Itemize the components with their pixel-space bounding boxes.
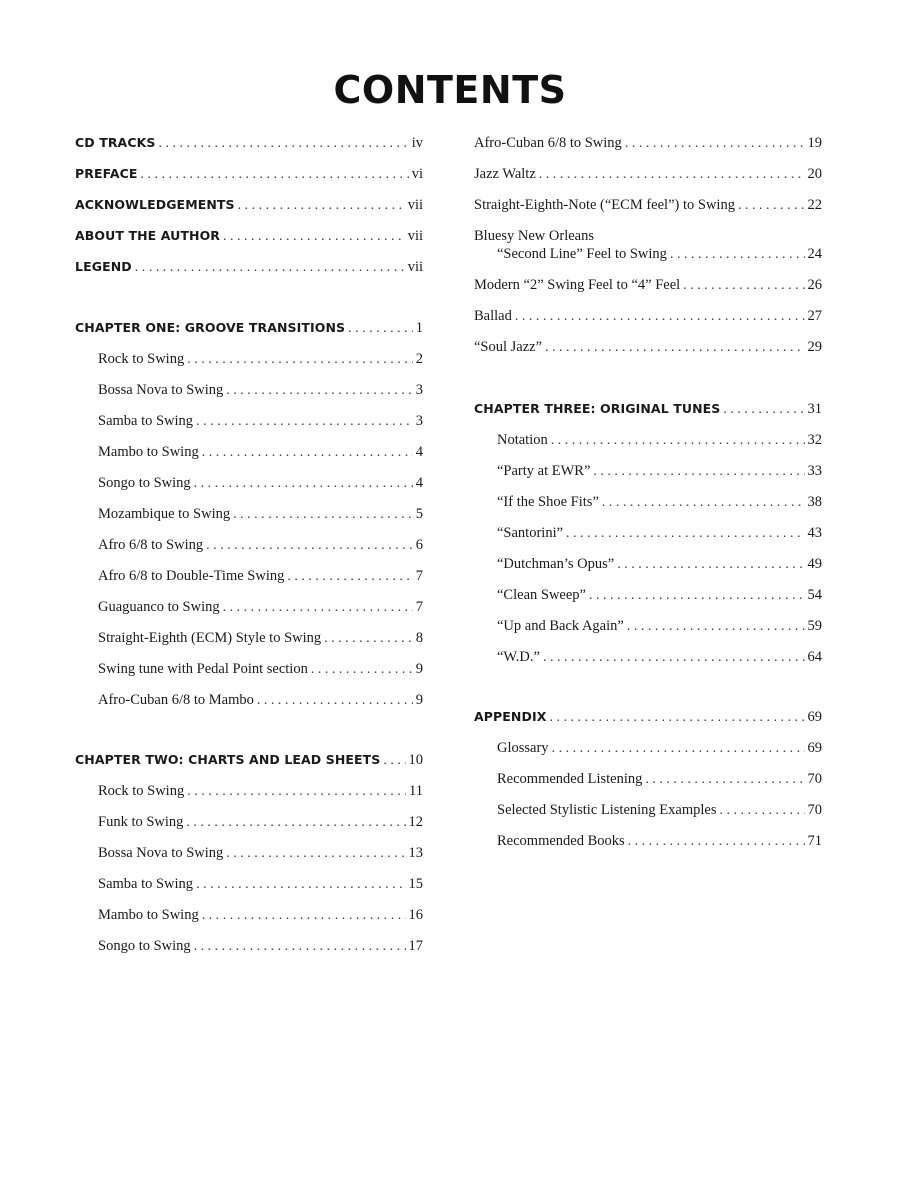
dot-leader [719,803,804,819]
toc-entry-page: 12 [408,814,423,830]
toc-entry-label: “W.D.” [497,649,540,665]
toc-entry-page: 13 [408,845,423,861]
toc-entry[interactable] [474,166,822,188]
dot-leader [287,569,412,585]
toc-entry[interactable] [474,432,822,454]
toc-entry[interactable] [75,938,423,960]
toc-entry-page: 9 [415,661,423,677]
toc-entry-label: Afro 6/8 to Swing [98,537,204,553]
toc-entry-page: 20 [807,166,822,182]
dot-leader [226,383,412,399]
dot-leader [617,557,804,573]
toc-entry-label: Straight-Eighth (ECM) Style to Swing [98,630,322,646]
toc-entry-label: Afro-Cuban 6/8 to Swing [474,135,622,151]
toc-entry[interactable] [474,308,822,330]
dot-leader [589,588,805,604]
toc-entry-page: 31 [807,401,822,417]
toc-entry-label: Mambo to Swing [98,907,199,923]
toc-chapter-two[interactable] [75,752,423,774]
toc-entry-label: LEGEND [75,259,132,274]
toc-entry-label: Guaguanco to Swing [98,599,220,615]
toc-entry[interactable] [75,783,423,805]
toc-entry[interactable] [474,587,822,609]
toc-entry[interactable] [75,537,423,559]
toc-entry[interactable] [75,845,423,867]
dot-leader [383,753,405,769]
dot-leader [194,476,413,492]
toc-entry-label: CHAPTER THREE: ORIGINAL TUNES [474,401,721,416]
dot-leader [627,619,805,635]
toc-entry-preface[interactable] [75,166,423,188]
toc-entry[interactable] [75,413,423,435]
dot-leader [551,433,805,449]
dot-leader [202,445,413,461]
toc-entry[interactable] [75,351,423,373]
toc-entry-cd-tracks[interactable] [75,135,423,157]
toc-entry-label: PREFACE [75,166,138,181]
toc-entry[interactable] [474,802,822,824]
toc-entry[interactable] [75,907,423,929]
dot-leader [625,136,805,152]
toc-entry-page: 17 [408,938,423,954]
dot-leader [196,877,405,893]
toc-entry-page: 22 [807,197,822,213]
toc-entry[interactable] [474,649,822,671]
dot-leader [515,309,805,325]
dot-leader [645,772,804,788]
toc-entry-label: Songo to Swing [98,475,191,491]
toc-entry-page: 49 [807,556,822,572]
dot-leader [186,815,405,831]
toc-entry-label: “Dutchman’s Opus” [497,556,615,572]
toc-entry-label: ABOUT THE AUTHOR [75,228,221,243]
dot-leader [549,710,804,726]
toc-entry[interactable] [75,630,423,652]
toc-entry-label: Modern “2” Swing Feel to “4” Feel [474,277,681,293]
toc-entry-label: Swing tune with Pedal Point section [98,661,308,677]
toc-entry[interactable] [474,463,822,485]
toc-entry-page: 54 [807,587,822,603]
toc-entry-label: Recommended Listening [497,771,643,787]
dot-leader [223,600,413,616]
dot-leader [135,260,405,276]
toc-entry-page: vii [407,228,423,244]
toc-entry-page: 3 [415,413,423,429]
toc-entry[interactable] [474,525,822,547]
toc-entry[interactable] [474,618,822,640]
toc-entry-page: 59 [807,618,822,634]
dot-leader [311,662,413,678]
toc-entry-label: Ballad [474,308,512,324]
toc-entry-page: 64 [807,649,822,665]
toc-entry-page: 5 [415,506,423,522]
toc-entry-label: Mambo to Swing [98,444,199,460]
toc-entry-label: “Santorini” [497,525,564,541]
toc-entry-page: 7 [415,599,423,615]
toc-entry[interactable] [474,556,822,578]
toc-entry-label: Bossa Nova to Swing [98,382,224,398]
toc-entry-page: 24 [807,246,822,262]
toc-entry-about-author[interactable] [75,228,423,250]
toc-entry[interactable] [75,382,423,404]
toc-entry-acknowledgements[interactable] [75,197,423,219]
toc-entry-label: Notation [497,432,548,448]
toc-entry-label: Samba to Swing [98,876,194,892]
toc-entry-page: 1 [415,320,423,336]
toc-entry[interactable] [474,246,822,268]
toc-entry-label: Afro-Cuban 6/8 to Mambo [98,692,254,708]
toc-entry-label: Recommended Books [497,833,625,849]
toc-entry-page: 71 [807,833,822,849]
toc-entry[interactable] [474,339,822,361]
page-title: CONTENTS [333,68,567,112]
toc-entry-label: Funk to Swing [98,814,184,830]
toc-entry-page: 38 [807,494,822,510]
toc-entry-label: “Soul Jazz” [474,339,543,355]
toc-chapter-three[interactable] [474,401,822,423]
toc-entry-label: Jazz Waltz [474,166,536,182]
toc-entry-label: Selected Stylistic Listening Examples [497,802,717,818]
toc-entry-page: iv [411,135,423,151]
toc-entry-page: 3 [415,382,423,398]
toc-entry-page: 4 [415,475,423,491]
dot-leader [141,167,409,183]
dot-leader [723,402,804,418]
toc-entry-page: 29 [807,339,822,355]
toc-entry-label: Glossary [497,740,549,756]
dot-leader [194,939,406,955]
toc-entry-label: “Party at EWR” [497,463,591,479]
toc-entry-label-line1: Bluesy New Orleans [474,228,595,244]
toc-entry-label-line2: “Second Line” Feel to Swing [497,246,667,262]
toc-entry[interactable] [75,568,423,590]
toc-entry[interactable] [474,833,822,855]
toc-entry-page: 19 [807,135,822,151]
dot-leader [187,784,406,800]
toc-entry-page: 8 [415,630,423,646]
toc-chapter-one[interactable] [75,320,423,342]
toc-entry[interactable] [474,771,822,793]
dot-leader [206,538,413,554]
toc-entry-label: “Up and Back Again” [497,618,624,634]
toc-entry[interactable] [75,814,423,836]
dot-leader [233,507,413,523]
toc-entry[interactable] [75,475,423,497]
toc-entry[interactable] [75,692,423,714]
dot-leader [628,834,805,850]
dot-leader [159,136,409,152]
dot-leader [683,278,804,294]
toc-entry[interactable] [474,494,822,516]
dot-leader [566,526,804,542]
dot-leader [545,340,804,356]
toc-entry-page: 4 [415,444,423,460]
toc-entry[interactable] [75,444,423,466]
dot-leader [593,464,804,480]
dot-leader [226,846,405,862]
toc-entry[interactable] [474,277,822,299]
toc-entry-page: 6 [415,537,423,553]
toc-entry-page: 9 [415,692,423,708]
dot-leader [602,495,805,511]
toc-entry-label: Samba to Swing [98,413,194,429]
toc-entry-page: vii [407,197,423,213]
dot-leader [738,198,805,214]
toc-entry[interactable] [474,135,822,157]
toc-entry-label: CHAPTER ONE: GROOVE TRANSITIONS [75,320,346,335]
toc-entry-page: 10 [408,752,423,768]
dot-leader [543,650,805,666]
toc-entry-page: 32 [807,432,822,448]
toc-entry-page: 43 [807,525,822,541]
toc-entry[interactable] [474,197,822,219]
toc-entry-label: “If the Shoe Fits” [497,494,599,510]
toc-entry-page: 33 [807,463,822,479]
dot-leader [348,321,413,337]
toc-entry-label: Rock to Swing [98,351,185,367]
dot-leader [196,414,413,430]
toc-entry-label: CD TRACKS [75,135,156,150]
toc-entry-page: 69 [807,709,822,725]
dot-leader [187,352,413,368]
toc-entry-label: Songo to Swing [98,938,191,954]
toc-entry-label: Straight-Eighth-Note (“ECM feel”) to Swing [474,197,735,213]
toc-entry[interactable] [75,661,423,683]
dot-leader [670,247,805,263]
toc-entry-label: Bossa Nova to Swing [98,845,224,861]
toc-entry[interactable] [75,876,423,898]
toc-entry-page: 7 [415,568,423,584]
toc-entry-page: 16 [408,907,423,923]
dot-leader [202,908,406,924]
toc-entry-label: “Clean Sweep” [497,587,586,603]
toc-entry-page: vii [407,259,423,275]
toc-entry-label: Rock to Swing [98,783,185,799]
toc-entry-label: CHAPTER TWO: CHARTS AND LEAD SHEETS [75,752,381,767]
toc-entry-label: ACKNOWLEDGEMENTS [75,197,235,212]
toc-entry-page: 70 [807,771,822,787]
toc-entry-label: APPENDIX [474,709,547,724]
toc-entry-page: 11 [409,783,423,799]
dot-leader [539,167,805,183]
toc-entry-page: 2 [415,351,423,367]
toc-appendix[interactable] [474,709,822,731]
toc-entry[interactable] [474,740,822,762]
toc-entry-label: Mozambique to Swing [98,506,231,522]
toc-entry-page: 27 [807,308,822,324]
toc-entry-page: 70 [807,802,822,818]
toc-entry-label: Afro 6/8 to Double-Time Swing [98,568,285,584]
toc-entry-legend[interactable] [75,259,423,281]
dot-leader [223,229,405,245]
dot-leader [324,631,413,647]
toc-entry-page: vi [411,166,423,182]
toc-entry-page: 26 [807,277,822,293]
toc-entry[interactable] [75,506,423,528]
dot-leader [552,741,805,757]
toc-entry-page: 69 [807,740,822,756]
dot-leader [238,198,405,214]
toc-entry-page: 15 [408,876,423,892]
toc-entry[interactable] [75,599,423,621]
dot-leader [257,693,413,709]
